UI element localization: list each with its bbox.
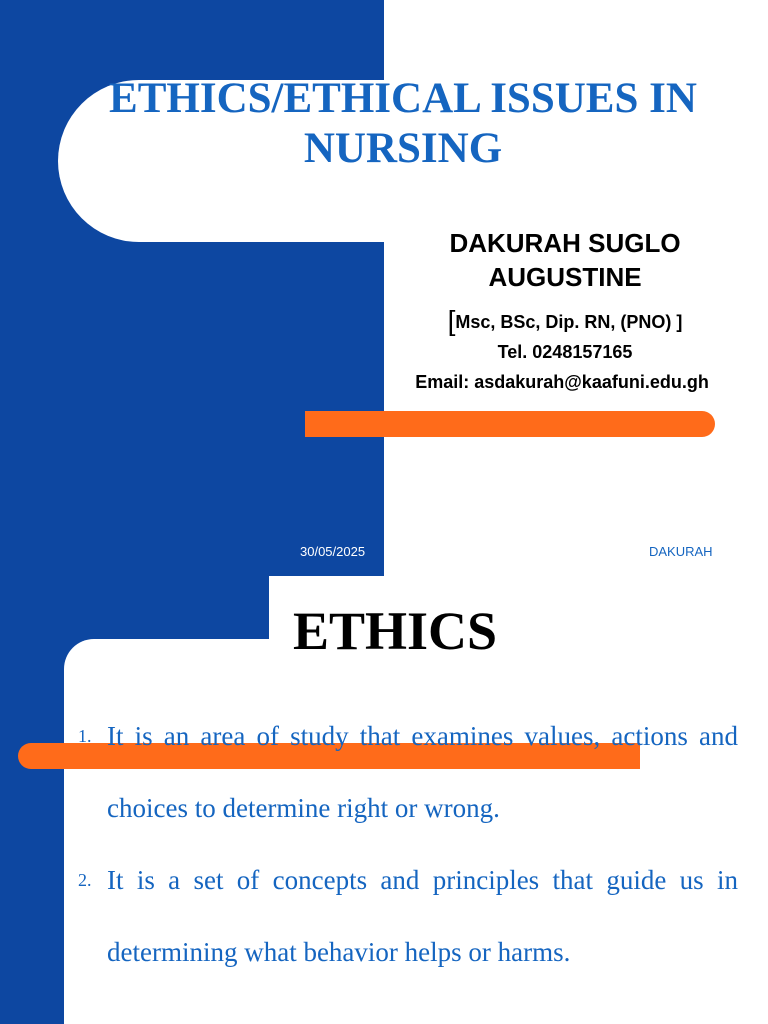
list-item: [78, 844, 738, 988]
credentials-text: Msc, BSc, Dip. RN, (PNO) ]: [455, 312, 683, 332]
author-credentials: [390, 305, 740, 337]
slide-title: ETHICS: [292, 601, 498, 661]
list-item-number: 2.: [78, 870, 92, 890]
credentials-open-bracket: [: [447, 305, 456, 336]
slide-footer-name: DAKURAH: [649, 544, 713, 559]
list-item-text: It is an area of study that examines values, actions and choices to determine right or wrong.: [107, 721, 738, 823]
author-email: Email: asdakurah@kaafuni.edu.gh: [415, 372, 709, 392]
author-name: DAKURAH SUGLO AUGUSTINE: [449, 228, 681, 292]
author-telephone: Tel. 0248157165: [497, 342, 633, 362]
slide-title: ETHICS/ETHICAL ISSUES IN NURSING: [109, 75, 697, 172]
list-item-number: 1.: [78, 726, 92, 746]
orange-accent-bar: [305, 411, 715, 437]
list-item: [78, 700, 738, 844]
list-item-text: It is a set of concepts and principles that guide us in determining what behavior helps or harms.: [107, 865, 738, 967]
slide-date: 30/05/2025: [300, 544, 366, 559]
ethics-slide: [0, 576, 768, 1024]
